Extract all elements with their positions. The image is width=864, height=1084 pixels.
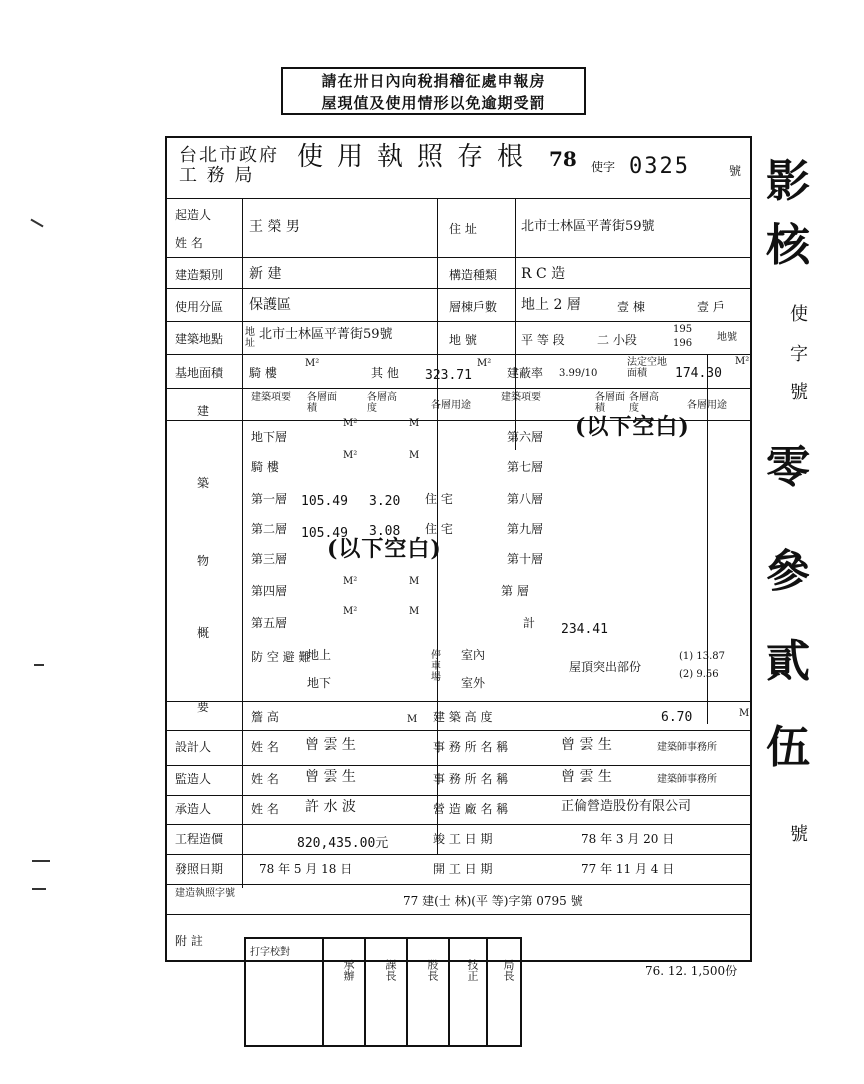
supervisor-office-suffix: 建築師事務所 [657,774,717,785]
blank-mark-left: (以下空白) [327,536,442,562]
print-run-note: 76. 12. 1,500份 [645,964,738,978]
margin-char-2: 核 [766,220,810,271]
margin-char-6: 伍 [766,722,810,773]
rule [242,198,243,888]
signoff-block [244,937,522,1047]
rule [167,730,750,731]
rule [167,388,750,389]
cost-value: 820,435.00元 [297,836,389,851]
margin-mark [32,860,50,862]
rule [167,257,750,258]
legal-area-unit: M² [735,356,750,367]
eaves-unit: M [407,714,418,725]
margin-small-3: 號 [790,382,808,403]
signoff-cell-5: 局長 [502,959,515,981]
owner-name: 王 榮 男 [249,219,300,235]
lot-subsection: 二 小段 [597,333,637,347]
side-label-3: 物 [197,554,210,568]
total-area: 234.41 [561,622,608,637]
unit-m: M [409,606,420,617]
designer-label: 設計人 [175,740,212,754]
lot-label: 地 號 [449,333,477,347]
margin-char-5: 貳 [766,636,810,687]
unit-m2: M² [343,576,358,587]
start-label: 開 工 日 期 [433,862,493,876]
lot-section: 平 等 段 [521,333,565,347]
floor-2-height: 3.08 [369,524,401,539]
zoning-label: 使用分區 [175,300,224,314]
signoff-cell-3: 股長 [426,959,439,981]
license-type: 使字 [591,160,616,174]
signoff-typist-cell [244,937,324,1047]
roof-value-1: (1) 13.87 [679,651,725,662]
rule [167,884,750,885]
floor-2-use: 住 宅 [425,522,453,536]
contractor-name: 許 水 波 [305,799,356,815]
floor-other: 第 層 [501,584,529,598]
rule [167,198,750,199]
year-code: 78 [549,147,577,171]
lot-number-2: 196 [673,338,693,349]
lot-suffix: 地號 [717,332,737,343]
rule [167,795,750,796]
designer-office-suffix: 建築師事務所 [657,742,717,753]
head-area: 各層面積 [307,392,337,414]
contractor-company-label: 營 造 廠 名 稱 [433,802,509,816]
designer-office: 曾 雲 生 [561,737,612,753]
owner-label-b: 姓 名 [175,236,203,250]
head-height: 各層高度 [367,392,397,414]
roof-value-2: (2) 9.56 [679,669,719,680]
supervisor-name: 曾 雲 生 [305,769,356,785]
roof-label: 屋頂突出部份 [569,660,642,674]
coverage-label: 建蔽率 [507,366,544,380]
margin-small-2: 字 [790,344,808,365]
designer-name: 曾 雲 生 [305,737,356,753]
floor-10: 第十層 [507,552,544,566]
issue-date: 78 年 5 月 18 日 [259,862,353,876]
margin-char-1: 影 [766,156,810,207]
contractor-name-label: 姓 名 [251,802,279,816]
margin-small-4: 號 [790,824,808,845]
head-use: 各層用途 [431,400,471,411]
side-label-5: 要 [197,700,210,714]
margin-small-1: 使 [790,304,808,325]
signoff-cell [322,937,366,1047]
zoning-value: 保護區 [249,297,291,313]
floor-9: 第九層 [507,522,544,536]
license-stub-form [165,136,752,962]
designer-office-label: 事 務 所 名 稱 [433,740,509,754]
legal-area-value: 174.30 [675,366,722,381]
rule [515,198,516,450]
floor-4: 第四層 [251,584,288,598]
rule [167,321,750,322]
floor-2-area: 105.49 [301,526,348,541]
shelter-below: 地下 [307,676,332,690]
side-label-1: 建 [197,404,210,418]
floor-1-use: 住 宅 [425,492,453,506]
arcade-label: 騎 樓 [249,366,277,380]
other-label: 其 他 [371,366,399,380]
signoff-cell-1: 承辦 [342,959,355,981]
completion-date: 78 年 3 月 20 日 [581,832,675,846]
floor-7: 第七層 [507,460,544,474]
shelter-above: 地上 [307,648,332,662]
floor-6: 第六層 [507,430,544,444]
building-height-value: 6.70 [661,710,693,725]
floors-label: 層棟戶數 [449,300,498,314]
rule [167,701,750,702]
permit-label: 建造執照字號 [175,888,235,899]
contractor-company: 正倫營造股份有限公司 [561,799,692,814]
floor-5: 第五層 [251,616,288,630]
owner-label-a: 起造人 [175,208,212,222]
site-label: 建築地點 [175,332,224,346]
supervisor-name-label: 姓 名 [251,772,279,786]
permit-number: 77 建(士 林)(平 等)字第 0795 號 [403,894,583,908]
supervisor-office-label: 事 務 所 名 稱 [433,772,509,786]
rule [167,288,750,289]
start-date: 77 年 11 月 4 日 [581,862,675,876]
signoff-cell [406,937,450,1047]
rule [167,765,750,766]
structure-label: 構造種類 [449,268,498,282]
floors-value: 地上 2 層 [521,297,581,313]
unit-m2: M² [343,606,358,617]
signoff-cell-4: 技正 [466,959,479,981]
rule [167,824,750,825]
rule [167,914,750,915]
head-item-right: 建築項要 [501,392,541,403]
side-label-2: 築 [197,476,210,490]
rule [167,354,750,355]
coverage-value: 3.99/10 [559,368,598,379]
building-height-label: 建 築 高 度 [433,710,493,724]
floor-basement: 地下層 [251,430,288,444]
floor-1-area: 105.49 [301,494,348,509]
margin-mark [32,888,46,890]
license-serial: 0325 [629,154,690,179]
floor-1: 第一層 [251,492,288,506]
parking-outdoor: 室外 [461,676,486,690]
issue-label: 發照日期 [175,862,224,876]
floor-arcade: 騎 樓 [251,460,279,474]
signoff-cell [486,937,522,1047]
signoff-cell [448,937,488,1047]
unit-m: M [409,418,420,429]
other-area-value: 323.71 [425,368,472,383]
side-label-4: 概 [197,626,210,640]
supervisor-office: 曾 雲 生 [561,769,612,785]
designer-name-label: 姓 名 [251,740,279,754]
floor-8: 第八層 [507,492,544,506]
agency-line-2: 工 務 局 [179,165,255,186]
margin-mark [34,664,44,666]
margin-mark [30,219,43,228]
address-label: 住 址 [449,222,477,236]
site-address: 北市士林區平菁街59號 [259,327,393,342]
head-height-right: 各層高度 [629,392,659,414]
households-count: 壹 戶 [697,300,725,314]
structure-value: R C 造 [521,266,566,282]
eaves-label: 簷 高 [251,710,279,724]
unit-m: M [409,450,420,461]
floor-1-height: 3.20 [369,494,401,509]
form-title: 使用執照存根 [297,142,538,172]
margin-char-4: 參 [766,546,810,597]
blank-mark-right: (以下空白) [575,414,690,440]
signoff-cell [364,937,408,1047]
signoff-cell-2: 課長 [384,959,397,981]
cost-label: 工程造價 [175,832,224,846]
head-use-right: 各層用途 [687,400,727,411]
head-item: 建築項要 [251,392,291,403]
unit-m: M [409,576,420,587]
owner-address: 北市士林區平菁街59號 [521,219,655,234]
parking-indoor: 室內 [461,648,486,662]
completion-label: 竣 工 日 期 [433,832,493,846]
legal-area-label: 法定空地面積 [627,357,667,379]
contractor-label: 承造人 [175,802,212,816]
typist-label: 打字校對 [250,947,290,958]
head-area-right: 各層面積 [595,392,625,414]
remarks-label: 附 註 [175,934,203,948]
agency-line-1: 台北市政府 [179,145,279,166]
building-height-unit: M [739,708,750,719]
category-label: 建造類別 [175,268,224,282]
arcade-unit: M² [305,358,320,369]
unit-m2: M² [343,418,358,429]
notice-line-2: 屋現值及使用情形以免逾期受罰 [321,94,546,112]
rule [167,854,750,855]
tax-notice-stamp [281,67,586,115]
floor-2: 第二層 [251,522,288,536]
unit-m2: M² [343,450,358,461]
notice-line-1: 請在卅日內向稅捐稽征處申報房 [321,72,546,90]
serial-suffix: 號 [729,164,742,178]
total-label: 計 [523,616,536,630]
supervisor-label: 監造人 [175,772,212,786]
agency-name [179,146,279,186]
parking-label: 停車場 [431,650,441,683]
floor-3: 第三層 [251,552,288,566]
lot-number-1: 195 [673,324,693,335]
category-value: 新 建 [249,266,282,282]
site-addr-prefix: 地址 [245,327,255,349]
area-label: 基地面積 [175,366,224,380]
margin-char-3: 零 [766,442,810,493]
buildings-count: 壹 棟 [617,300,645,314]
shelter-label: 防 空 避 難 [251,650,311,664]
other-unit: M² [477,358,492,369]
